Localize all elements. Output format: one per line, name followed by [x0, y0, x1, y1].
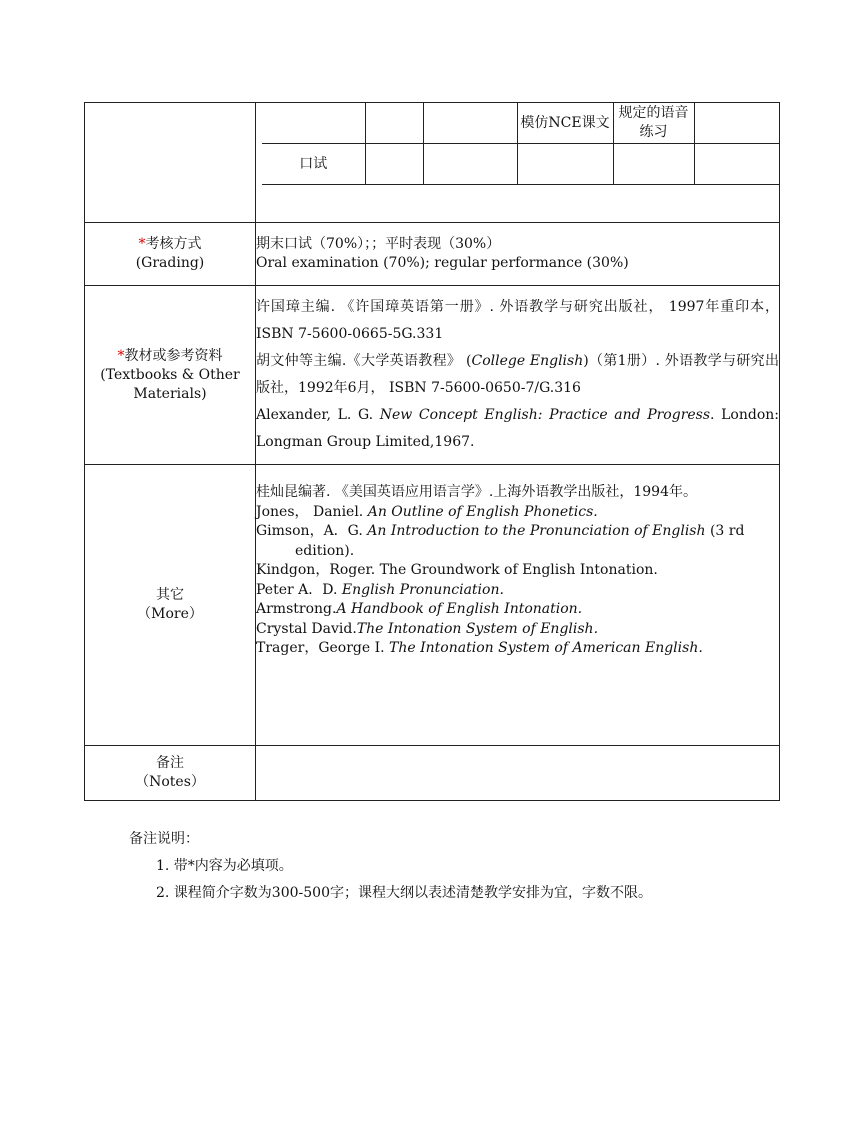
more-reference-text: Gimson，A．G.: [256, 523, 368, 539]
more-reference-list: [256, 465, 779, 659]
reference-2-part: )（第1册）. 外语教学与研究出版社，1992年6月， ISBN 7-5600-0650-7/G.316: [256, 353, 779, 396]
materials-label-cn: [85, 347, 255, 366]
more-reference-title: The Intonation System of American English.: [389, 640, 703, 656]
schedule-label-cell: [85, 103, 256, 223]
grading-label-en: (Grading): [135, 255, 205, 271]
more-label-cn: 其它: [156, 587, 184, 603]
schedule-cell: 模仿NCE课文: [517, 103, 613, 144]
schedule-cell: [423, 144, 517, 185]
schedule-inner-table: [262, 103, 779, 185]
notes-label-en: （Notes）: [135, 774, 205, 790]
materials-label-en-2: Materials): [133, 385, 207, 402]
more-reference-text: Crystal David.: [256, 620, 357, 637]
more-content-cell: [256, 465, 780, 746]
grading-label-cn-text: 考核方式: [145, 236, 202, 252]
materials-row: [85, 286, 780, 465]
schedule-header-row: [262, 103, 779, 144]
more-reference-item: [256, 522, 779, 542]
schedule-cell: [694, 103, 779, 144]
grading-label-cell: [85, 223, 256, 286]
schedule-cell: [423, 103, 517, 144]
more-reference-title: English Pronunciation.: [341, 581, 504, 598]
required-star: *: [138, 236, 146, 252]
more-reference-text: edition).: [295, 542, 355, 559]
more-reference-item: [256, 503, 779, 523]
footer-item: 1. 带*内容为必填项。: [156, 858, 293, 874]
reference-1: 许国璋主编. 《许国璋英语第一册》. 外语教学与研究出版社， 1997年重印本， ISBN 7-5600-0665-5G.331: [256, 299, 779, 342]
reference-3-title: New Concept English: Practice and Progress: [379, 407, 711, 423]
more-reference-text: Trager，George I.: [256, 640, 390, 656]
more-reference-text: 桂灿昆编著. 《美国英语应用语言学》.上海外语教学出版社，1994年。: [256, 484, 697, 500]
reference-3: [256, 402, 779, 456]
schedule-row: [85, 103, 780, 223]
reference-2-part: 胡文仲等主编.《大学英语教程》 (: [256, 353, 472, 369]
schedule-cell: [262, 103, 365, 144]
materials-label-cn-text: 教材或参考资料: [124, 347, 223, 364]
more-reference-text: (3 rd: [705, 523, 745, 539]
grading-line-cn: 期末口试（70%）；；平时表现（30%）: [256, 236, 501, 252]
more-reference-item: [256, 620, 779, 640]
reference-3-part: Alexander, L. G.: [256, 407, 380, 423]
schedule-cell: 规定的语音练习: [613, 103, 694, 144]
more-row: [85, 465, 780, 746]
grading-line-en: Oral examination (70%); regular performance (30%): [256, 255, 629, 271]
more-reference-text: Jones， Daniel.: [256, 503, 368, 520]
grading-content-cell: [256, 223, 780, 286]
course-info-table: [84, 102, 780, 801]
more-reference-title: An Introduction to the Pronunciation of English: [367, 523, 706, 539]
schedule-cell: [365, 144, 423, 185]
required-star: *: [117, 347, 125, 364]
notes-content-cell: [256, 746, 780, 801]
more-reference-text: Kindgon，Roger. The Groundwork of English Intonation.: [256, 562, 658, 578]
schedule-cell: [613, 144, 694, 185]
reference-3-part: . London: Longman Group Limited,1967.: [256, 407, 779, 450]
grading-row: [85, 223, 780, 286]
schedule-cell: [694, 144, 779, 185]
schedule-cell: [517, 144, 613, 185]
more-label-en: （More）: [137, 606, 203, 622]
materials-content-cell: [256, 286, 780, 465]
reference-2-title: College English: [471, 353, 584, 369]
reference-2: [256, 348, 779, 402]
schedule-cell: 口试: [262, 144, 365, 185]
more-reference-item: [256, 600, 779, 620]
more-reference-title: A Handbook of English Intonation.: [336, 601, 583, 617]
more-reference-item: [256, 561, 779, 581]
more-reference-item: [256, 581, 779, 601]
more-reference-item: [256, 639, 779, 659]
materials-label-cell: [85, 286, 256, 465]
more-reference-item: [256, 542, 779, 562]
more-reference-text: Peter A．D.: [256, 581, 342, 598]
notes-row: [85, 746, 780, 801]
schedule-cell: [365, 103, 423, 144]
footer-item: 2. 课程简介字数为300-500字；课程大纲以表述清楚教学安排为宜，字数不限。: [156, 885, 652, 901]
more-reference-item: [256, 483, 779, 503]
footer-title: 备注说明：: [129, 831, 199, 847]
notes-label-cn: 备注: [156, 755, 184, 771]
more-label-cell: [85, 465, 256, 746]
more-reference-title: An Outline of English Phonetics.: [367, 503, 598, 520]
schedule-oral-row: [262, 144, 779, 185]
notes-label-cell: [85, 746, 256, 801]
grading-label-cn: [85, 235, 255, 254]
footer-notes: [129, 826, 652, 907]
materials-label-en-1: (Textbooks & Other: [100, 366, 240, 383]
more-reference-text: Armstrong.: [256, 601, 337, 617]
more-reference-title: The Intonation System of English.: [356, 620, 599, 637]
schedule-content-cell: [256, 103, 780, 223]
